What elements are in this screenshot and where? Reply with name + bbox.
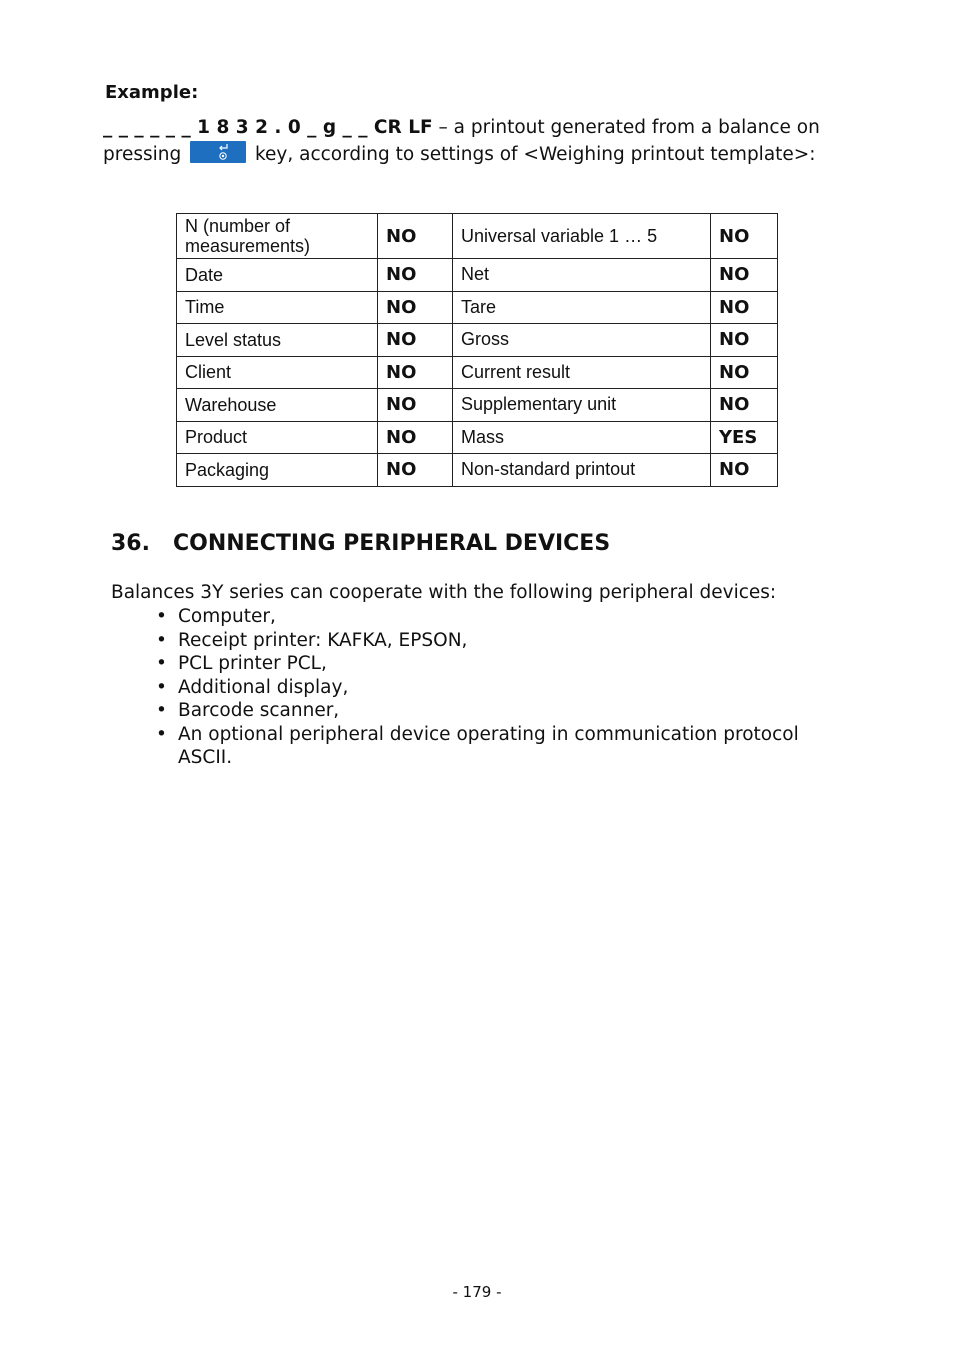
field-label: Level status bbox=[177, 324, 378, 357]
field-label: Tare bbox=[453, 291, 711, 324]
field-label: Current result bbox=[453, 356, 711, 389]
example-label: Example: bbox=[105, 82, 199, 103]
table-row bbox=[177, 389, 778, 422]
field-label: Date bbox=[177, 259, 378, 292]
field-label: Client bbox=[177, 356, 378, 389]
list-item bbox=[156, 652, 858, 676]
bullet-icon: • bbox=[156, 629, 167, 651]
field-label: Gross bbox=[453, 324, 711, 357]
field-value: NO bbox=[711, 291, 778, 324]
list-item-text: An optional peripheral device operating in communication protocol ASCII. bbox=[178, 723, 799, 768]
section-number: 36. bbox=[111, 531, 150, 556]
field-label: Product bbox=[177, 421, 378, 454]
field-label: Universal variable 1 … 5 bbox=[453, 214, 711, 259]
field-label: Net bbox=[453, 259, 711, 292]
table-row bbox=[177, 259, 778, 292]
list-item bbox=[156, 723, 858, 770]
field-value: NO bbox=[711, 259, 778, 292]
field-label: Mass bbox=[453, 421, 711, 454]
field-value: NO bbox=[378, 291, 453, 324]
table-row bbox=[177, 324, 778, 357]
field-label: Warehouse bbox=[177, 389, 378, 422]
field-value: NO bbox=[378, 454, 453, 487]
list-item-text: Additional display, bbox=[178, 676, 349, 698]
section-intro: Balances 3Y series can cooperate with the following peripheral devices: bbox=[111, 582, 777, 603]
field-label: Time bbox=[177, 291, 378, 324]
table-row bbox=[177, 356, 778, 389]
bullet-icon: • bbox=[156, 723, 167, 745]
printout-text-part2: key, according to settings of <Weighing printout template>: bbox=[249, 144, 816, 165]
table-row bbox=[177, 214, 778, 259]
table-row bbox=[177, 421, 778, 454]
field-value: NO bbox=[711, 389, 778, 422]
field-value: NO bbox=[378, 356, 453, 389]
field-label: Packaging bbox=[177, 454, 378, 487]
section-title bbox=[111, 531, 610, 556]
field-value: NO bbox=[378, 259, 453, 292]
field-value: NO bbox=[711, 454, 778, 487]
bullet-icon: • bbox=[156, 676, 167, 698]
bullet-icon: • bbox=[156, 700, 167, 721]
printout-sequence: _ _ _ _ _ _ 1 8 3 2 . 0 _ g _ _ CR LF bbox=[103, 117, 433, 138]
peripheral-devices-list bbox=[156, 605, 858, 770]
list-item bbox=[156, 605, 858, 629]
printout-text-part1: – a printout generated from a balance on pressing bbox=[103, 117, 820, 165]
list-item bbox=[156, 699, 858, 723]
table-row bbox=[177, 291, 778, 324]
page-number: - 179 - bbox=[452, 1283, 502, 1301]
list-item bbox=[156, 629, 858, 653]
field-value: NO bbox=[378, 214, 453, 259]
field-label: N (number of measurements) bbox=[177, 214, 378, 259]
printout-template-table bbox=[176, 213, 778, 487]
print-enter-key-icon bbox=[190, 141, 246, 163]
list-item bbox=[156, 676, 858, 700]
field-value: NO bbox=[711, 356, 778, 389]
field-value: NO bbox=[711, 214, 778, 259]
list-item-text: Receipt printer: KAFKA, EPSON, bbox=[178, 629, 468, 651]
bullet-icon: • bbox=[156, 653, 167, 674]
field-label: Supplementary unit bbox=[453, 389, 711, 422]
printout-description bbox=[103, 115, 873, 168]
field-value: YES bbox=[711, 421, 778, 454]
bullet-icon: • bbox=[156, 606, 167, 627]
field-label: Non-standard printout bbox=[453, 454, 711, 487]
field-value: NO bbox=[378, 421, 453, 454]
table-row bbox=[177, 454, 778, 487]
list-item-text: Barcode scanner, bbox=[178, 700, 340, 721]
list-item-text: PCL printer PCL, bbox=[178, 653, 327, 674]
field-value: NO bbox=[378, 389, 453, 422]
section-title-text: CONNECTING PERIPHERAL DEVICES bbox=[173, 531, 611, 556]
field-value: NO bbox=[711, 324, 778, 357]
list-item-text: Computer, bbox=[178, 606, 276, 627]
field-value: NO bbox=[378, 324, 453, 357]
